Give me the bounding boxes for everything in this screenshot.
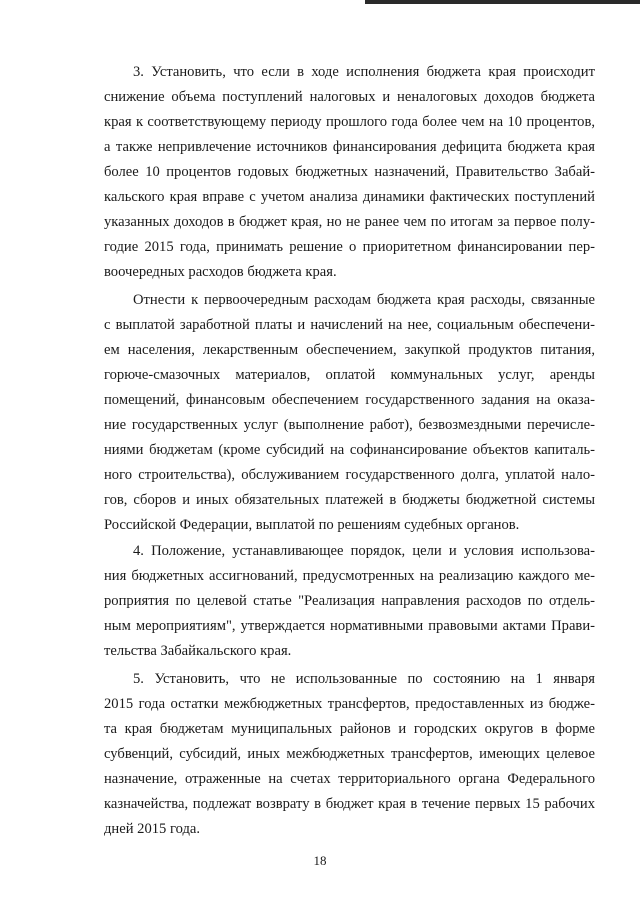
text-line: более 10 процентов годовых бюджетных назначений, Правительство Забай- [104,164,595,180]
text-line: Российской Федерации, выплатой по решениям судебных органов. [104,517,520,533]
text-line: снижение объема поступлений налоговых и неналоговых доходов бюджета [104,89,595,105]
text-line: края к соответствующему периоду прошлого года более чем на 10 процентов, [104,114,595,130]
text-line: кальского края вправе с учетом анализа динамики фактических поступлений [104,189,595,205]
scan-edge-mark [365,0,640,4]
text-line: ние государственных услуг (выполнение работ), безвозмездными перечисле- [104,417,595,433]
text-line: а также непривлечение источников финансирования дефицита бюджета края [104,139,595,155]
text-line: дней 2015 года. [104,821,201,837]
text-line: ем населения, лекарственным обеспечением, закупкой продуктов питания, [104,342,595,358]
text-line: помещений, финансовым обеспечением государственного задания на оказа- [104,392,595,408]
text-line: 3. Установить, что если в ходе исполнения бюджета края происходит [133,64,595,80]
text-line: 4. Положение, устанавливающее порядок, цели и условия использова- [133,543,595,559]
text-line: тельства Забайкальского края. [104,643,292,659]
page-number: 18 [313,853,327,868]
text-line: указанных доходов в бюджет края, но не ранее чем по итогам за первое полу- [104,214,595,230]
text-line: Отнести к первоочередным расходам бюджета края расходы, связанные [133,292,595,308]
text-line: годие 2015 года, принимать решение о приоритетном финансировании пер- [104,239,595,255]
text-line: назначение, отраженные на счетах территориального органа Федерального [104,771,595,787]
text-line: ного строительства), обслуживанием государственного долга, уплатой нало- [104,467,595,483]
text-line: казначейства, подлежат возврату в бюджет края в течение первых 15 рабочих [104,796,595,812]
text-line: та края бюджетам муниципальных районов и городских округов в форме [104,721,595,737]
text-line: ния бюджетных ассигнований, предусмотренных на реализацию каждого ме- [104,568,595,584]
text-line: гов, сборов и иных обязательных платежей в бюджеты бюджетной системы [104,492,595,508]
text-line: с выплатой заработной платы и начислений на нее, социальным обеспечени- [104,317,595,333]
text-line: роприятия по целевой статье "Реализация направления расходов по отдель- [104,593,595,609]
text-line: воочередных расходов бюджета края. [104,264,337,280]
text-line: горюче-смазочных материалов, оплатой коммунальных услуг, аренды [104,367,595,383]
text-line: 5. Установить, что не использованные по состоянию на 1 января [133,671,595,687]
text-line: субвенций, субсидий, иных межбюджетных трансфертов, имеющих целевое [104,746,595,762]
text-line: ниями бюджетам (кроме субсидий на софинансирование объектов капиталь- [104,442,595,458]
text-line: ным мероприятиям", утверждается нормативными правовыми актами Прави- [104,618,595,634]
text-line: 2015 года остатки межбюджетных трансфертов, предоставленных из бюдже- [104,696,595,712]
